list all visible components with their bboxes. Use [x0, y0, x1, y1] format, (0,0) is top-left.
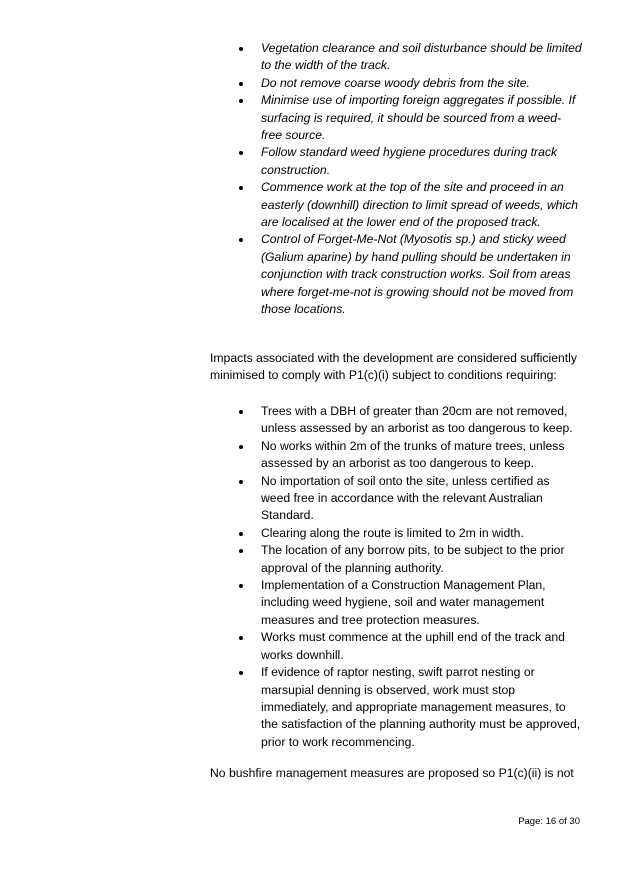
impacts-paragraph: Impacts associated with the development are considered sufficiently minimised to comply with P1(c)(i) subject to conditions requiring:	[210, 351, 577, 383]
list-item: Minimise use of importing foreign aggregates if possible. If surfacing is required, it should be sourced from a weed-free source.	[236, 92, 582, 144]
list-item: Do not remove coarse woody debris from the site.	[236, 75, 582, 92]
list-item: No importation of soil onto the site, unless certified as weed free in accordance with the relevant Australian Standard.	[236, 473, 582, 525]
list-item: Commence work at the top of the site and proceed in an easterly (downhill) direction to limit spread of weeds, which are localised at the lower end of the proposed track.	[236, 179, 582, 231]
list-item: Works must commence at the uphill end of the track and works downhill.	[236, 629, 582, 664]
conditions-list	[236, 403, 582, 751]
list-item: If evidence of raptor nesting, swift parrot nesting or marsupial denning is observed, work must stop immediately, and appropriate management measures, to the satisfaction of the planning authority must be approved, prior to work recommencing.	[236, 664, 582, 751]
list-item: Trees with a DBH of greater than 20cm are not removed, unless assessed by an arborist as too dangerous to keep.	[236, 403, 582, 438]
list-item: No works within 2m of the trunks of mature trees, unless assessed by an arborist as too dangerous to keep.	[236, 438, 582, 473]
list-item: Vegetation clearance and soil disturbance should be limited to the width of the track.	[236, 40, 582, 75]
list-item: Control of Forget-Me-Not (Myosotis sp.) and sticky weed (Galium aparine) by hand pulling should be undertaken in conjunction with track construction works. Soil from areas where forget-me-not is growing should not be moved from those locations.	[236, 231, 582, 318]
list-item: Implementation of a Construction Management Plan, including weed hygiene, soil and water management measures and tree protection measures.	[236, 577, 582, 629]
page-number: Page: 16 of 30	[518, 816, 580, 827]
list-item: The location of any borrow pits, to be subject to the prior approval of the planning authority.	[236, 542, 582, 577]
list-item: Follow standard weed hygiene procedures during track construction.	[236, 144, 582, 179]
bushfire-paragraph: No bushfire management measures are proposed so P1(c)(ii) is not	[210, 766, 574, 780]
mitigation-measures-list	[236, 40, 582, 319]
list-item: Clearing along the route is limited to 2m in width.	[236, 525, 582, 542]
